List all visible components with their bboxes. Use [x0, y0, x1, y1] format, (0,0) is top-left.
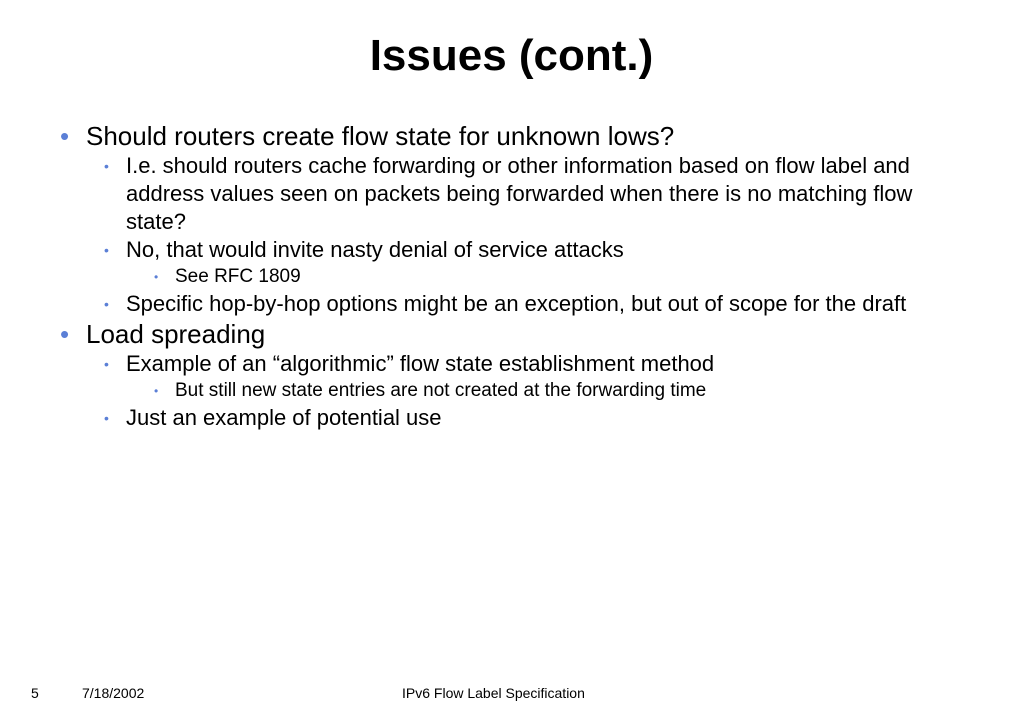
bullet-icon: • — [60, 319, 70, 349]
bullet-level2 — [100, 290, 960, 318]
footer-date: 7/18/2002 — [82, 685, 145, 701]
bullet-level2 — [100, 350, 960, 378]
bullet-icon: • — [60, 121, 70, 151]
bullet-text: See RFC 1809 — [175, 266, 301, 287]
bullet-text: Should routers create flow state for unknown lows? — [86, 121, 675, 151]
bullet-icon: • — [104, 158, 109, 174]
bullet-icon: • — [104, 356, 109, 372]
bullet-text: I.e. should routers cache forwarding or other information based on flow label and address values seen on packets being forwarded when there is no matching flow state? — [126, 153, 913, 234]
bullet-icon: • — [104, 242, 109, 258]
bullet-level1 — [60, 318, 960, 350]
bullet-level1 — [60, 120, 960, 152]
bullet-text: Just an example of potential use — [126, 405, 442, 430]
bullet-level2 — [100, 404, 960, 432]
bullet-icon: • — [154, 384, 159, 398]
bullet-text: Example of an “algorithmic” flow state establishment method — [126, 351, 715, 376]
bullet-icon: • — [104, 410, 109, 426]
bullet-level2 — [100, 152, 960, 236]
bullet-level3 — [150, 378, 960, 404]
footer-title: IPv6 Flow Label Specification — [402, 685, 585, 701]
slide-title: Issues (cont.) — [369, 31, 654, 80]
bullet-text: No, that would invite nasty denial of service attacks — [126, 237, 624, 262]
bullet-icon: • — [154, 270, 159, 284]
bullet-text: Specific hop-by-hop options might be an exception, but out of scope for the draft — [126, 291, 907, 316]
bullet-icon: • — [104, 296, 109, 312]
slide-content — [60, 120, 960, 432]
bullet-level3 — [150, 264, 960, 290]
bullet-text: Load spreading — [86, 319, 266, 349]
footer-page-number: 5 — [31, 685, 39, 701]
bullet-level2 — [100, 236, 960, 264]
bullet-text: But still new state entries are not created at the forwarding time — [175, 380, 707, 401]
